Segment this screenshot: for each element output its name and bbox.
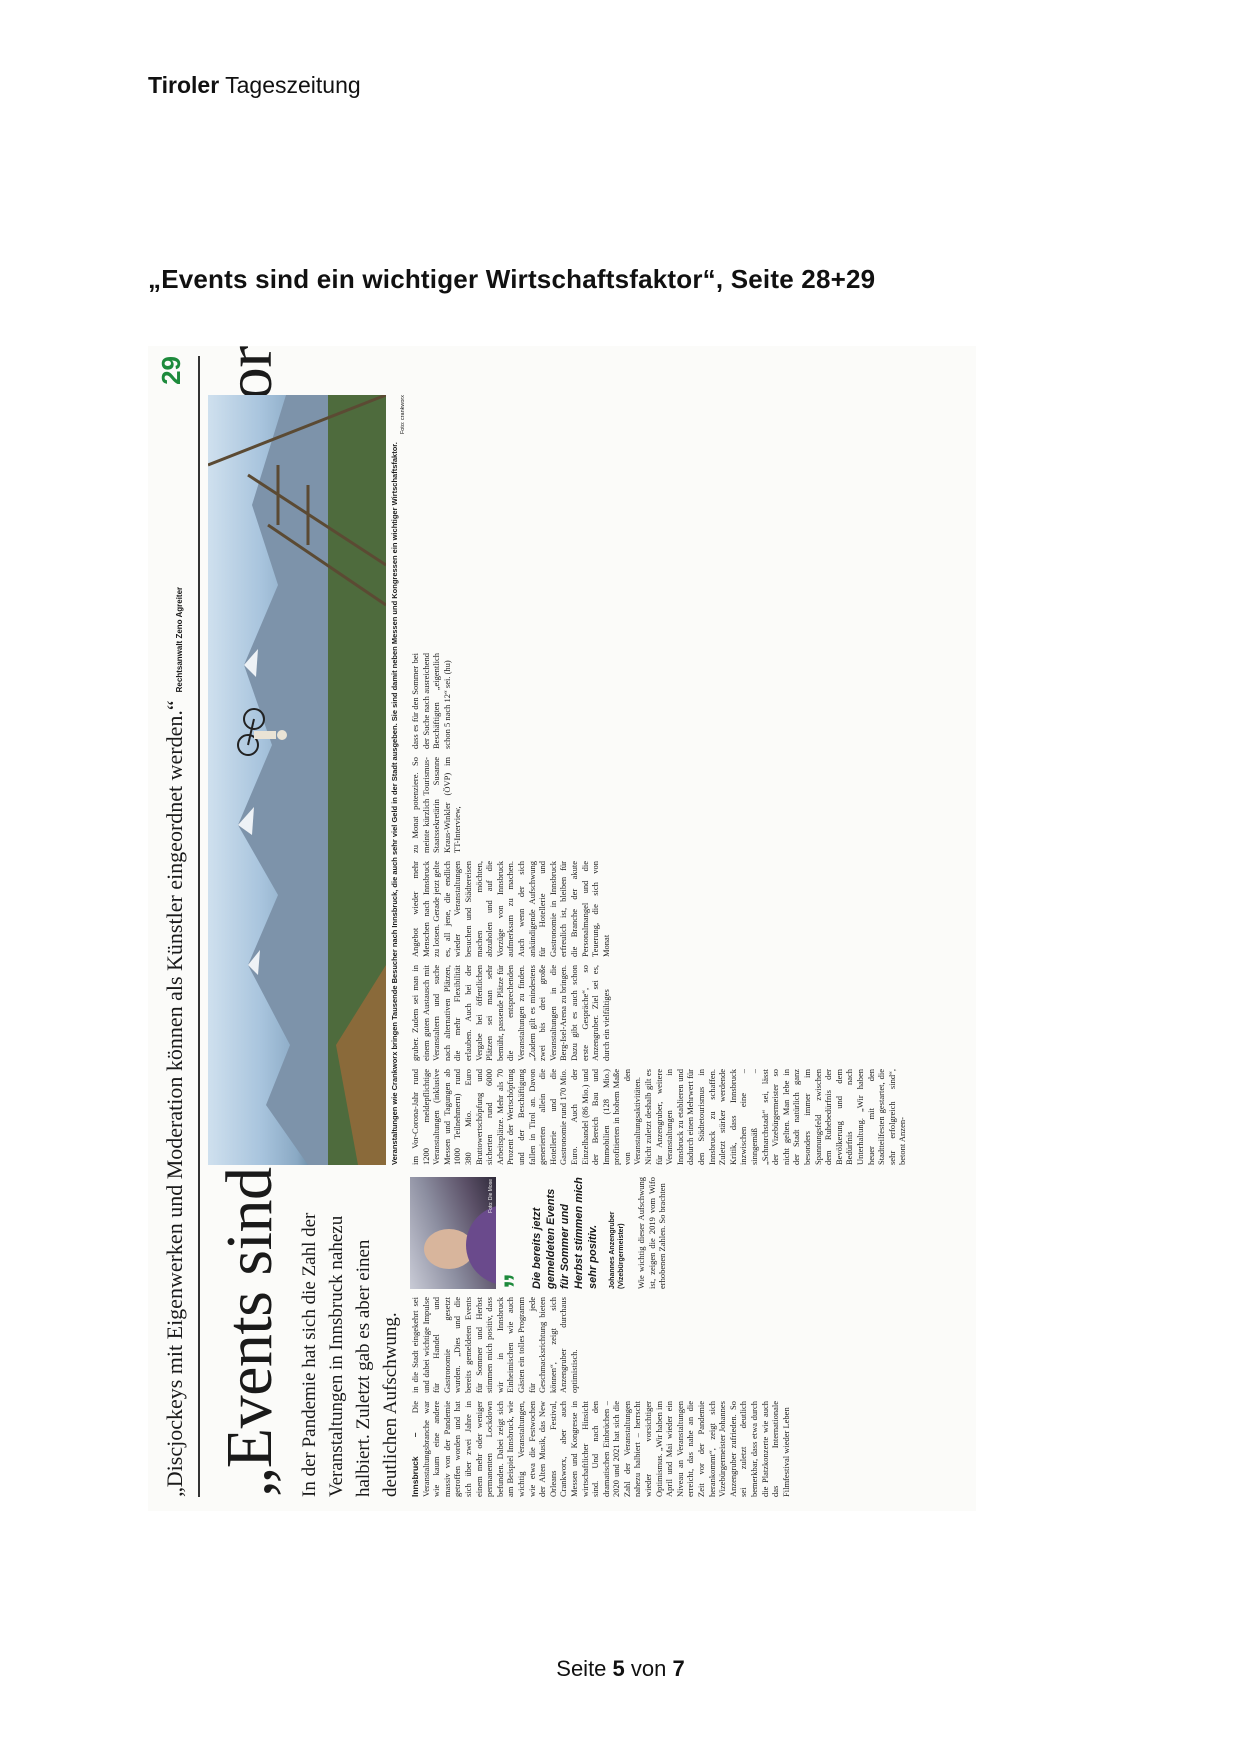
column-text: dass es für den Sommer bei der Suche nach ausreichend Beschäftigten „eigentlich schon 5 nach 12“ sei. (hu)	[410, 653, 452, 749]
column-text: gruber. Zudem sei man in einem guten Austausch mit Veranstaltern und suche nach alternativen Plätzen, die mehr Flexibilität erlauben. Auch bei der Vergabe bei öffentlichen Plätzen sei man sehr bemüht, passende Plätze für die entsprechenden Veranstaltungen zu finden. „Zudem gilt es mindestens zwei bis drei große Veranstaltungen in die Berg-Isel-Arena zu bringen. Dazu gibt es auch schon erste Gespräche“, so Anzengruber. Ziel sei es, durch ein vielfältiges	[410, 965, 611, 1061]
column-text: Wie wichtig dieser Aufschwung ist, zeigen die 2019 vom Wifo erhobenen Zahlen. So brachten	[636, 1177, 668, 1289]
quote-author-name: Johannes Anzengruber	[609, 1211, 616, 1289]
photo-caption: Veranstaltungen wie Crankworx bringen Tausende Besucher nach Innsbruck, die auch sehr viel Geld in der Stadt ausgeben. Sie sind damit neben Messen und Kongressen ein wichtiger Wirtschaftsfaktor.	[390, 442, 399, 1165]
quote-mark-icon: ”	[498, 1273, 534, 1289]
footer-prefix: Seite	[556, 1656, 613, 1681]
article-column-2	[410, 1297, 580, 1393]
publication-header	[148, 72, 361, 99]
dateline: Innsbruck –	[410, 1413, 420, 1497]
photo-illustration	[208, 395, 386, 1165]
page-footer	[0, 1656, 1241, 1682]
footer-current-page: 5	[612, 1656, 625, 1681]
kicker-quote: „Discjockeys mit Eigenwerken und Moderation können als Künstler eingeordnet werden.“	[162, 700, 187, 1497]
quote-author	[608, 1177, 626, 1289]
footer-middle: von	[624, 1656, 673, 1681]
clipping-page-number: 29	[156, 356, 186, 385]
portrait-photo	[410, 1177, 496, 1289]
column-text: im Vor-Corona-Jahr rund 1200 meldepflichtige Veranstaltungen (inklusive Messen und Tagungen ab 1000 Teilnehmern) rund 380 Mio. Euro Bruttowertschöpfung und sicherten rund 6000 Arbeitsplätze. Mehr als 70 Prozent der Wertschöpfung und der Beschäftigung fallen in Tirol an. Davon generierten allein die Hotellerie und die Gastronomie rund 170 Mio. Euro. Auch der Einzelhandel (86 Mio.) und der Bereich Bau und Immobilien (128 Mio.) profitierten in hohem Maße von den Veranstaltungsaktivitäten. Nicht zuletzt deshalb gilt es für Anzengruber, weitere Veranstaltungen in Innsbruck zu etablieren und dadurch einen Mehrwert für den Städtetourismus in Innsbruck zu schaffen. Zuletzt stärker werdende Kritik, dass Innsbruck inzwischen eine – sinngemäß – „Schnarchstadt“ sei, lässt der Vizebürgermeister so nicht gelten. Man lebe in der Stadt natürlich ganz besonders immer im Spannungsfeld zwischen dem Ruhebedürfnis der Bevölkerung und dem Bedürfnis nach Unterhaltung. „Wir haben heuer mit den Stadtteilfesten gestartet, die sehr erfolgreich sind“, betont Anzen-	[410, 1069, 908, 1165]
footer-total-pages: 7	[672, 1656, 685, 1681]
quote-box	[410, 1177, 710, 1289]
brand-suffix: Tageszeitung	[219, 72, 361, 98]
column-text: Die Veranstaltungsbranche war wie kaum eine andere massiv von der Pandemie getroffen worden und hat sich über zwei Jahre in einem mehr oder weniger permanenten Lockdown befunden. Dabei zeigt sich am Beispiel Innsbruck, wie wichtig Veranstaltungen, wie etwa die Festwochen der Alten Musik, das New Orleans Festival, Crankworx, aber auch Messen und Kongresse in wirtschaftlicher Hinsicht sind. Und nach den dramatischen Einbrüchen – 2020 und 2021 hat sich die Zahl der Veranstaltungen nahezu halbiert – herrscht wieder vorsichtiger Optimismus. „Wir haben im April und Mai wieder ein Niveau an Veranstaltungen erreicht, das nahe an die Zeit vor der Pandemie herankommt“, zeigt sich Vizebürgermeister Johannes Anzengruber zufrieden. So sei zuletzt deutlich bemerkbar, dass etwa durch die Platzkonzerte wie auch das Internationale Filmfestival wieder Leben	[410, 1401, 791, 1497]
crankworx-photo	[208, 395, 386, 1165]
quote-author-role: (Vizebürgermeister)	[618, 1223, 625, 1289]
column-text: zu Monat potenziere. So meinte kürzlich Tourismus-Staatssekretärin Susanne Kraus-Winkler (ÖVP) im TT-Interview,	[410, 757, 463, 853]
article-headline: „Events sind ein wichtiger Wirtschaftsfaktor“, Seite 28+29	[148, 264, 876, 294]
photo-credit: Foto: crankworx	[400, 395, 406, 435]
article-column-3	[410, 1069, 908, 1165]
article-column-6	[410, 757, 463, 853]
quote-tail-text	[636, 1177, 668, 1289]
column-text: in die Stadt eingekehrt sei und dabei wichtige Impulse für Handel und Gastronomie gesetzt wurden. „Dies und die bereits gemeldeten Events für Sommer und Herbst stimmen mich positiv, dass wir in Innsbruck Einheimischen wie auch Gästen ein tolles Programm für jede Geschmacksrichtung bieten können“, zeigt sich Anzengruber durchaus optimistisch.	[410, 1297, 579, 1393]
newspaper-clipping	[148, 346, 976, 1511]
article-column-4	[410, 965, 611, 1061]
kicker-author: Rechtsanwalt Zeno Agreiter	[175, 586, 184, 693]
article-column-5	[410, 861, 611, 957]
clipping-rotated-content	[148, 346, 976, 1511]
article-column-1	[410, 1401, 791, 1497]
portrait-credit: Foto: Die Mose	[488, 1179, 494, 1213]
pull-quote: Die bereits jetzt gemeldeten Events für Sommer und Herbst stimmen mich sehr positiv.	[531, 1177, 599, 1289]
clipping-rule	[198, 356, 200, 1497]
portrait-shirt	[466, 1205, 496, 1285]
article-column-7	[410, 653, 452, 749]
clipping-lead: In der Pandemie hat sich die Zahl der Veranstaltungen in Innsbruck nahezu halbiert. Zuletzt gab es aber einen deutlichen Aufschwung.	[299, 1212, 401, 1497]
clipping-kicker	[162, 397, 188, 1497]
column-text: Angebot wieder mehr Menschen nach Innsbruck zu lotsen. Gerade jetzt gelte es, all jene, die endlich wieder Veranstaltungen besuchen und Städtereisen machen möchten, abzuholen und auf die Vorzüge von Innsbruck aufmerksam zu machen. Auch wenn der sich ankündigende Aufschwung für Hotellerie und Gastronomie in Innsbruck erfreulich ist, bleiben für die Branche der akute Personalmangel und die Teuerung, die sich von Monat	[410, 861, 611, 957]
brand-name: Tiroler	[148, 72, 220, 98]
